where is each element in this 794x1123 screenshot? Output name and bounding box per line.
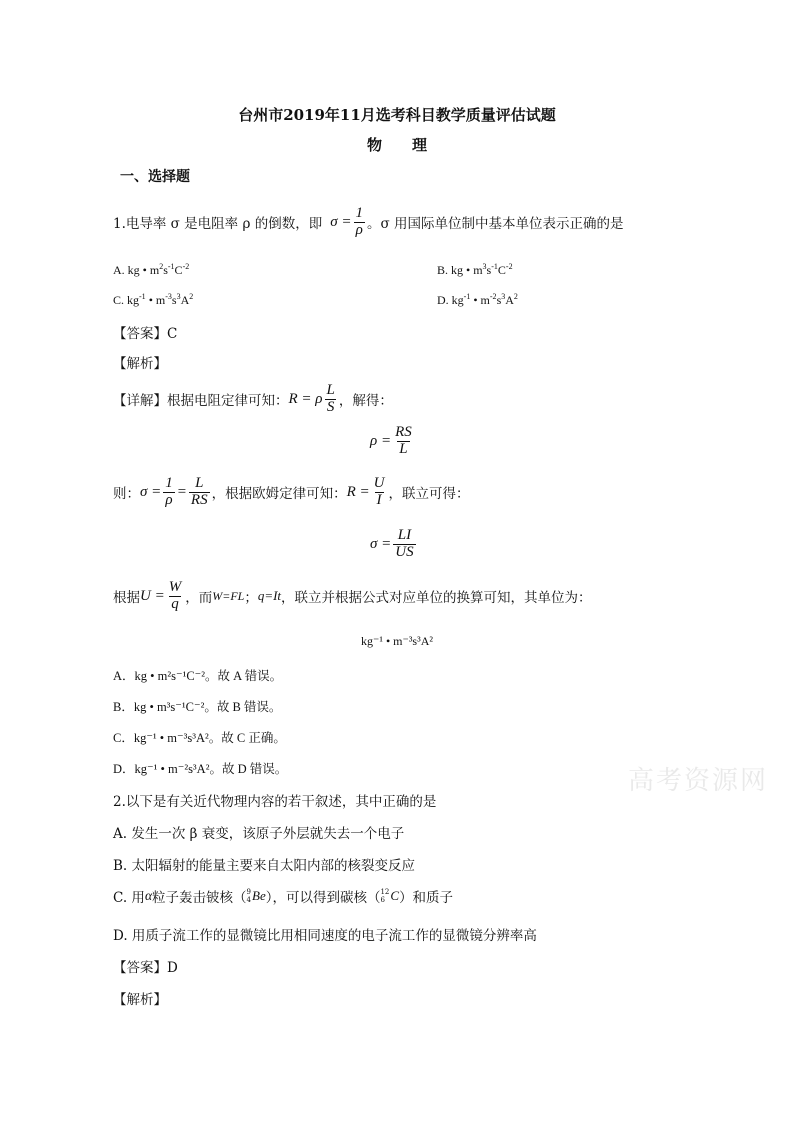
- question-2-stem: 2.以下是有关近代物理内容的若干叙述，其中正确的是: [113, 794, 437, 810]
- section-heading: 一、选择题: [120, 169, 190, 185]
- q1-fraction: [353, 206, 365, 239]
- option-b: B. kg • $m^3s^{-1}C^{-2}$: [437, 262, 513, 277]
- q2-option-b: B. 太阳辐射的能量主要来自太阳内部的核裂变反应: [113, 858, 416, 874]
- q1-by-prefix: 根据: [113, 590, 140, 606]
- q1-unit-line: kg⁻¹ • m⁻³s³A²: [361, 634, 433, 648]
- q1-frac-ls: $\frac{L}{S}$: [326, 381, 335, 415]
- page-title: 台州市2019年11月选考科目教学质量评估试题: [238, 106, 556, 124]
- subject-title: 物 理: [366, 136, 427, 154]
- option-a: A. kg • $m^2s^{-1}C^{-2}$: [113, 262, 190, 277]
- q1-sigma: σ =: [330, 213, 352, 230]
- q1-frac-den: ρ: [355, 221, 363, 238]
- q2-answer: 【答案】D: [113, 960, 178, 976]
- q1-period: 。: [366, 216, 381, 232]
- q1-then-line: 则： σ = $\frac{1}{\rho}$ = $\frac{L}{RS}$ ，根据欧姆定律可知： R = $\frac{U}{I}$ ，联立可得：: [113, 474, 470, 508]
- q1-frac-num: 1: [355, 204, 363, 221]
- q1-conclusion-b: B．kg • m³s⁻¹C⁻²。故 B 错误。: [113, 700, 282, 714]
- carbon-nucleus: 12 6 C: [380, 888, 400, 904]
- q1-by-mid: ，而: [185, 590, 213, 606]
- q1-formula-sigma: σ = $\frac{LI}{US}$: [370, 526, 414, 560]
- q1-formula-rho: ρ = $\frac{RS}{L}$: [370, 423, 412, 457]
- q1-ohm-text: ，根据欧姆定律可知：: [211, 486, 347, 502]
- alpha-symbol: α: [144, 888, 153, 903]
- q1-semicolon: ；: [244, 590, 258, 606]
- q1-answer: 【答案】C: [113, 326, 178, 342]
- q1-analysis-label: 【解析】: [113, 356, 167, 372]
- q1-w-eq: W=FL: [212, 588, 245, 603]
- q1-by-suffix: ，联立并根据公式对应单位的换算可知，其单位为：: [281, 590, 592, 606]
- q2-analysis-label: 【解析】: [113, 992, 167, 1008]
- q1-formula-r: R = ρ: [288, 390, 323, 407]
- q1-stem-start: 1.电导率 σ 是电阻率 ρ 的倒数，即: [113, 216, 323, 232]
- q1-stem-end: σ 用国际单位制中基本单位表示正确的是: [380, 216, 624, 232]
- q1-detail-prefix: 【详解】根据电阻定律可知：: [113, 393, 289, 409]
- q1-then-label: 则：: [113, 486, 140, 502]
- q1-conclusion-c: C．kg⁻¹ • m⁻³s³A²。故 C 正确。: [113, 731, 286, 745]
- q2-option-c: C. 用 α 粒子轰击铍核（ 9 4 Be ），可以得到碳核（ 12 6 C ）和质子: [113, 888, 454, 906]
- q1-combine: ，联立可得：: [388, 486, 470, 502]
- q1-by-line: 根据 U = $\frac{W}{q}$ ，而 W=FL ； q=It ，联立并根据公式对应单位的换算可知，其单位为：: [113, 578, 592, 612]
- q1-conclusion-a: A．kg • m²s⁻¹C⁻²。故 A 错误。: [113, 669, 283, 683]
- q1-q-eq: q=It: [257, 588, 282, 603]
- beryllium-nucleus: 9 4 Be: [246, 888, 266, 904]
- option-c: C. $kg^{-1}$ • $m^{-3}s^3A^2$: [113, 292, 194, 307]
- q1-detail-line: [113, 378, 393, 420]
- option-d: D. $kg^{-1}$ • $m^{-2}s^3A^2$: [437, 292, 518, 307]
- q2-option-d: D. 用质子流工作的显微镜比用相同速度的电子流工作的显微镜分辨率高: [113, 928, 537, 944]
- q1-conclusion-d: D．kg⁻¹ • m⁻²s³A²。故 D 错误。: [113, 762, 288, 776]
- question-1-stem: [113, 202, 624, 242]
- q1-detail-get: ，解得：: [338, 393, 393, 409]
- q2-option-a: A. 发生一次 β 衰变，该原子外层就失去一个电子: [113, 826, 405, 842]
- watermark: 高考资源网: [628, 766, 769, 796]
